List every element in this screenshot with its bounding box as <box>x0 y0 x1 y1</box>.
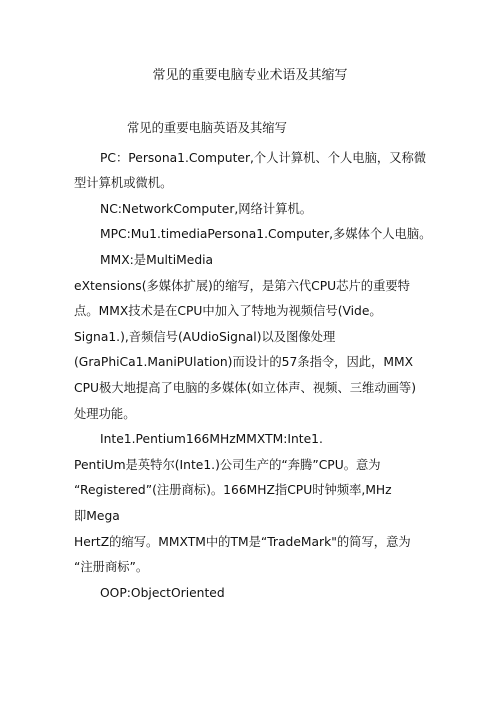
text-line: PentiUm是英特尔(Inte1.)公司生产的“奔腾”CPU。意为 <box>74 457 381 472</box>
text-line: 即Mega <box>74 508 120 523</box>
text-line: PC：Persona1.Computer,个人计算机、个人电脑，又称微 <box>100 150 427 165</box>
text-line: CPU极大地提高了电脑的多媒体(如立体声、视频、三维动画等) <box>74 380 417 395</box>
text-line: HertZ的缩写。MMXTM中的TM是“TradeMark"的简写，意为 <box>74 534 411 549</box>
document-title: 常见的重要电脑专业术语及其缩写 <box>152 68 348 83</box>
text-line: MMX:是MultiMedia <box>100 252 214 267</box>
text-line: 点。MMX技术是在CPU中加入了特地为视频信号(Vide。 <box>74 304 382 319</box>
text-line: “Registered”(注册商标)。166MHZ指CPU时钟频率,MHz <box>74 483 392 498</box>
text-line: Inte1.Pentium166MHzMMXTM:Inte1. <box>100 432 323 447</box>
paragraph-lines <box>74 146 434 607</box>
text-line: Signa1.),音频信号(AUdioSignal)以及图像处理 <box>74 329 336 344</box>
section-heading: 常见的重要电脑英语及其缩写 <box>127 121 287 135</box>
text-line: (GraPhiCa1.ManiPUlation)而设计的57条指令，因此，MMX <box>74 355 414 370</box>
text-line: 处理功能。 <box>74 406 136 421</box>
text-line: OOP:ObjectOriented <box>100 585 225 600</box>
document-body <box>74 116 434 606</box>
text-line: “注册商标”。 <box>74 560 149 575</box>
text-line: 型计算机或微机。 <box>74 176 173 191</box>
text-line: NC:NetworkComputer,网络计算机。 <box>100 201 313 216</box>
text-line: eXtensions(多媒体扩展)的缩写，是第六代CPU芯片的重要特 <box>74 278 410 293</box>
text-line: MPC:Mu1.timediaPersona1.Computer,多媒体个人电脑。 <box>100 227 432 242</box>
